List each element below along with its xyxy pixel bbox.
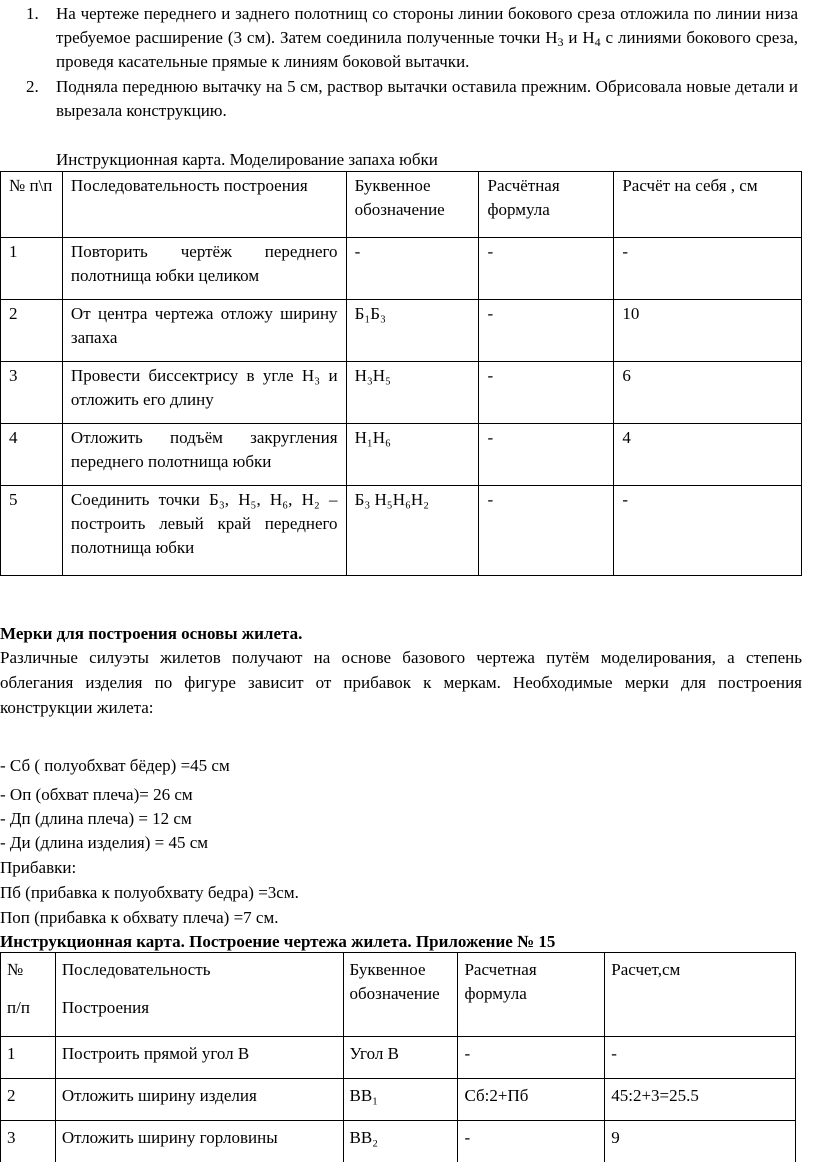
cell-formula: Сб:2+Пб [458, 1079, 605, 1121]
cell-number: 3 [1, 1121, 56, 1162]
measures-heading: Мерки для построения основы жилета. [0, 624, 303, 643]
cell-code: Угол В [343, 1037, 458, 1079]
header-cell: № п/п [1, 953, 56, 1037]
cell-number: 4 [1, 424, 63, 486]
cell-code: Н₁Н₆ [346, 424, 479, 486]
cell-step: Повторить чертёж переднего полотнища юбки целиком [62, 238, 346, 300]
cell-calc: - [614, 486, 802, 576]
cell-code: Н₃Н₅ [346, 362, 479, 424]
table-row [1, 1079, 796, 1121]
header-cell: Буквенное обозначение [346, 172, 479, 238]
header-cell: Расчёт на себя , см [614, 172, 802, 238]
table-row [1, 238, 802, 300]
table2 [0, 952, 796, 1162]
step-1 [20, 2, 798, 74]
step-text: На чертеже переднего и заднего полотнищ со стороны линии бокового среза отложила по линии низа требуемое расширение (3 см). Затем соединила полученные точки $Н_3$ и $Н_4$ с линиями бокового среза, проведя касательные прямые к линиям боковой вытачки. [56, 4, 799, 71]
cell-formula: - [458, 1121, 605, 1162]
allowance-item: Пб (прибавка к полуобхвату бедра) =3см. [0, 883, 299, 902]
table-row [1, 362, 802, 424]
step-2 [20, 75, 798, 123]
measures-intro: Различные силуэты жилетов получают на основе базового чертежа путём моделирования, а степень облегания изделия по фигуре зависит от прибавок к меркам. Необходимые мерки для построения конструкции жилета: [0, 648, 802, 717]
cell-formula: - [479, 300, 614, 362]
cell-calc: 6 [614, 362, 802, 424]
cell-calc: 9 [605, 1121, 796, 1162]
measure-item: - Ди (длина изделия) = 45 см [0, 833, 209, 852]
cell-step: Построить прямой угол В [55, 1037, 343, 1079]
cell-code: - [346, 238, 479, 300]
measure-item: - Оп (обхват плеча)= 26 см [0, 785, 193, 804]
allowance-item: Поп (прибавка к обхвату плеча) =7 см. [0, 908, 279, 927]
cell-number: 2 [1, 300, 63, 362]
header-cell: № п\п [1, 172, 63, 238]
header-cell: Буквенное обозначение [343, 953, 458, 1037]
cell-step: Отложить подъём закругления переднего полотнища юбки [62, 424, 346, 486]
table-row [1, 1037, 796, 1079]
cell-code: Б₁Б₃ [346, 300, 479, 362]
header-cell: Расчётная формула [479, 172, 614, 238]
table-header-row [1, 172, 802, 238]
step-number: 1. [26, 4, 39, 23]
cell-calc: 10 [614, 300, 802, 362]
table-row [1, 486, 802, 576]
cell-formula: - [479, 424, 614, 486]
cell-step: Отложить ширину горловины [55, 1121, 343, 1162]
cell-number: 1 [1, 1037, 56, 1079]
cell-formula: - [479, 362, 614, 424]
measure-item: - Дп (длина плеча) = 12 см [0, 809, 192, 828]
cell-code: Б₃ Н₅Н₆Н₂ [346, 486, 479, 576]
cell-calc: 4 [614, 424, 802, 486]
table1 [0, 171, 802, 576]
cell-code: ВВ₁ [343, 1079, 458, 1121]
header-cell: Последовательность построения [62, 172, 346, 238]
table-row [1, 300, 802, 362]
table-row [1, 1121, 796, 1162]
allowances-label: Прибавки: [0, 858, 77, 877]
cell-code: ВВ₂ [343, 1121, 458, 1162]
cell-number: 3 [1, 362, 63, 424]
cell-number: 1 [1, 238, 63, 300]
cell-step: Отложить ширину изделия [55, 1079, 343, 1121]
measure-item: - Сб ( полуобхват бёдер) =45 см [0, 756, 230, 775]
cell-number: 2 [1, 1079, 56, 1121]
table1-title: Инструкционная карта. Моделирование запаха юбки [56, 150, 438, 169]
table-row [1, 424, 802, 486]
step-text: Подняла переднюю вытачку на 5 см, раствор вытачки оставила прежним. Обрисовала новые детали и вырезала конструкцию. [56, 77, 798, 120]
steps-list [20, 2, 798, 124]
table-header-row [1, 953, 796, 1037]
cell-calc: - [605, 1037, 796, 1079]
cell-calc: - [614, 238, 802, 300]
cell-formula: - [479, 486, 614, 576]
cell-number: 5 [1, 486, 63, 576]
table2-title: Инструкционная карта. Построение чертежа жилета. Приложение № 15 [0, 932, 556, 951]
cell-formula: - [458, 1037, 605, 1079]
header-cell: Расчет,см [605, 953, 796, 1037]
cell-step: Провести биссектрису в угле Н₃ и отложить его длину [62, 362, 346, 424]
cell-formula: - [479, 238, 614, 300]
cell-step: От центра чертежа отложу ширину запаха [62, 300, 346, 362]
header-cell: Расчетная формула [458, 953, 605, 1037]
cell-calc: 45:2+3=25.5 [605, 1079, 796, 1121]
step-number: 2. [26, 77, 39, 96]
cell-step: Соединить точки Б₃, Н₅, Н₆, Н₂ – построить левый край переднего полотнища юбки [62, 486, 346, 576]
header-cell: Последовательность Построения [55, 953, 343, 1037]
